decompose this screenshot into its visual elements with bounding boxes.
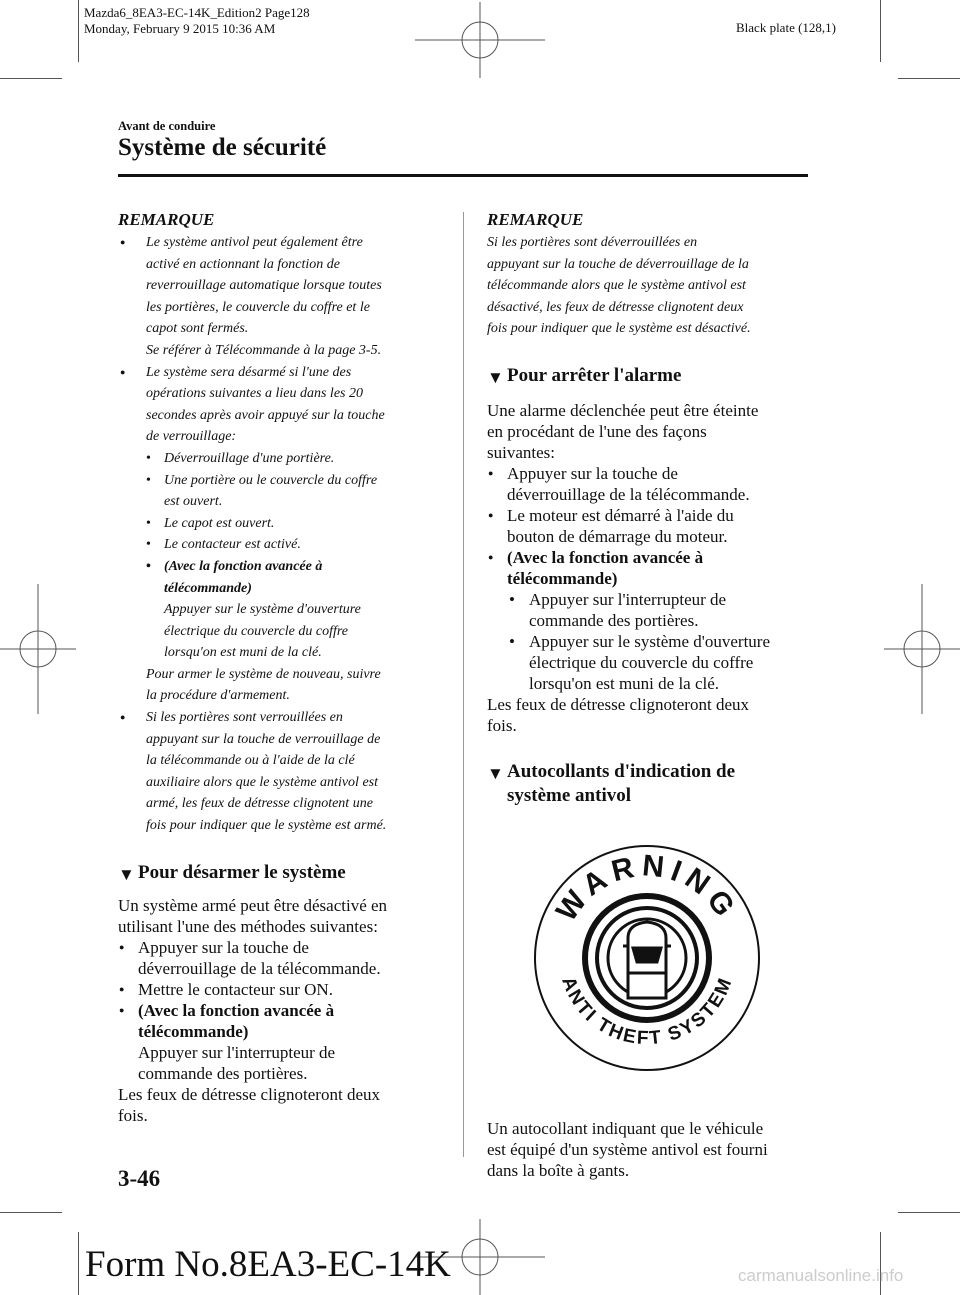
body-line: bouton de démarrage du moteur. <box>507 526 728 546</box>
note-line: armé, les feux de détresse clignotent une <box>146 796 373 812</box>
section-heading: ▼ Pour désarmer le système <box>118 861 458 885</box>
body-line: commande des portières. <box>529 610 699 630</box>
body-line: déverrouillage de la télécommande. <box>138 958 381 978</box>
body-line: Un autocollant indiquant que le véhicule <box>487 1118 764 1138</box>
triangle-icon: ▼ <box>487 367 504 387</box>
sticker-caption <box>487 1118 817 1181</box>
note-line: activé en actionnant la fonction de <box>146 256 341 272</box>
note-sub-bullet: • Le contacteur est activé. <box>118 534 458 556</box>
note-line: la procédure d'armement. <box>146 688 290 704</box>
body-sub-bullet: • Appuyer sur le système d'ouverture <box>487 631 817 652</box>
body-line: Une alarme déclenchée peut être éteinte <box>487 400 759 420</box>
note-line: Pour armer le système de nouveau, suivre <box>146 666 381 682</box>
column-divider <box>463 212 464 1157</box>
note-sub-bullet: • Le capot est ouvert. <box>118 513 458 535</box>
note-line: désactivé, les feux de détresse clignotent deux <box>487 299 744 315</box>
note-line: appuyant sur la touche de déverrouillage de la <box>487 256 749 272</box>
note-line: la télécommande ou à l'aide de la clé <box>146 753 355 769</box>
body-line: télécommande) <box>138 1021 249 1041</box>
note-body <box>487 232 817 340</box>
sticker-bottom-text: ANTI THEFT SYSTEM <box>557 973 737 1050</box>
note-line: appuyant sur la touche de verrouillage de <box>146 731 381 747</box>
note-body <box>118 232 458 837</box>
note-line: fois pour indiquer que le système est armé. <box>146 818 387 834</box>
note-line: télécommande alors que le système antivol est <box>487 278 746 294</box>
note-line: est ouvert. <box>164 494 223 510</box>
right-column <box>487 210 817 1181</box>
crop-mark-top-right <box>880 0 881 62</box>
body-bullet: ● (Avec la fonction avancée à <box>487 547 817 568</box>
body-line: dans la boîte à gants. <box>487 1160 630 1180</box>
crop-mark-bottom-left <box>78 1232 79 1295</box>
note-title: REMARQUE <box>118 210 215 229</box>
note-title: REMARQUE <box>487 210 584 229</box>
note-sub-bullet: • Une portière ou le couvercle du coffre <box>118 470 458 492</box>
crop-mark-right-top <box>898 78 960 79</box>
crop-mark-top-left <box>78 0 79 62</box>
crop-mark-left-top <box>0 78 62 79</box>
body-bullet: ● Mettre le contacteur sur ON. <box>118 979 458 1000</box>
body-line: en procédant de l'une des façons <box>487 421 707 441</box>
body-line: fois. <box>487 715 517 735</box>
note-line: capot sont fermés. <box>146 321 249 337</box>
section-body <box>487 400 817 736</box>
anti-theft-sticker <box>527 838 767 1078</box>
note-line: télécommande) <box>164 580 252 596</box>
note-bullet: ● Le système sera désarmé si l'une des <box>118 362 458 384</box>
body-line: fois. <box>118 1105 148 1125</box>
body-line: est équipé d'un système antivol est fourni <box>487 1139 768 1159</box>
note-line: lorsqu'on est muni de la clé. <box>164 645 322 661</box>
watermark: carmanualsonline.info <box>738 1266 904 1285</box>
body-line: lorsqu'on est muni de la clé. <box>529 673 720 693</box>
section-body <box>118 895 458 1126</box>
body-line: électrique du couvercle du coffre <box>529 652 754 672</box>
note-line: reverrouillage automatique lorsque toutes <box>146 278 382 294</box>
note-line: Se référer à Télécommande à la page 3-5. <box>146 342 382 358</box>
crop-mark-left-bottom <box>0 1212 62 1213</box>
file-info-line-1: Mazda6_8EA3-EC-14K_Edition2 Page128 <box>84 5 310 20</box>
triangle-icon: ▼ <box>487 763 504 783</box>
body-bullet: ● (Avec la fonction avancée à <box>118 1000 458 1021</box>
body-line: suivantes: <box>487 442 555 462</box>
crop-mark-right-bottom <box>898 1212 960 1213</box>
note-bullet: ● Si les portières sont verrouillées en <box>118 707 458 729</box>
page-number: 3-46 <box>118 1166 161 1191</box>
body-sub-bullet: • Appuyer sur l'interrupteur de <box>487 589 817 610</box>
body-line: déverrouillage de la télécommande. <box>507 484 750 504</box>
title-rule <box>118 174 808 177</box>
page-title: Système de sécurité <box>118 134 327 161</box>
section-label: Avant de conduire <box>118 119 216 133</box>
body-line: Les feux de détresse clignoteront deux <box>487 694 749 714</box>
body-line: utilisant l'une des méthodes suivantes: <box>118 916 378 936</box>
file-info-line-2: Monday, February 9 2015 10:36 AM <box>84 21 276 36</box>
body-line: Un système armé peut être désactivé en <box>118 895 388 915</box>
note-sub-bullet: • (Avec la fonction avancée à <box>118 556 458 578</box>
note-line: Appuyer sur le système d'ouverture <box>164 602 361 618</box>
note-line: opérations suivantes a lieu dans les 20 <box>146 386 363 402</box>
body-line: Appuyer sur l'interrupteur de <box>138 1042 336 1062</box>
file-info <box>84 5 310 37</box>
note-line: de verrouillage: <box>146 429 237 445</box>
plate-label: Black plate (128,1) <box>736 20 836 35</box>
body-bullet: ● Le moteur est démarré à l'aide du <box>487 505 817 526</box>
note-bullet: ● Le système antivol peut également être <box>118 232 458 254</box>
note-line: secondes après avoir appuyé sur la touche <box>146 407 385 423</box>
section-heading: ▼ Autocollants d'indication de système antivol <box>487 760 736 806</box>
form-number: Form No.8EA3-EC-14K <box>85 1244 451 1285</box>
note-line: électrique du couvercle du coffre <box>164 623 348 639</box>
body-line: Les feux de détresse clignoteront deux <box>118 1084 380 1104</box>
note-line: fois pour indiquer que le système est désactivé. <box>487 321 751 337</box>
car-icon <box>623 922 671 998</box>
registration-mark-left <box>0 584 76 714</box>
note-sub-bullet: • Déverrouillage d'une portière. <box>118 448 458 470</box>
triangle-icon: ▼ <box>118 864 135 884</box>
section-heading: ▼ Pour arrêter l'alarme <box>487 364 817 388</box>
body-line: télécommande) <box>507 568 618 588</box>
note-line: les portières, le couvercle du coffre et le <box>146 299 370 315</box>
note-line: Si les portières sont déverrouillées en <box>487 235 698 250</box>
body-line: commande des portières. <box>138 1063 308 1083</box>
sticker-top-text: WARNING <box>549 849 745 928</box>
registration-mark-top <box>415 2 545 78</box>
body-bullet: ● Appuyer sur la touche de <box>487 463 817 484</box>
body-bullet: ● Appuyer sur la touche de <box>118 937 458 958</box>
note-line: auxiliaire alors que le système antivol est <box>146 774 378 790</box>
left-column <box>118 210 458 1126</box>
registration-mark-right <box>884 584 960 714</box>
